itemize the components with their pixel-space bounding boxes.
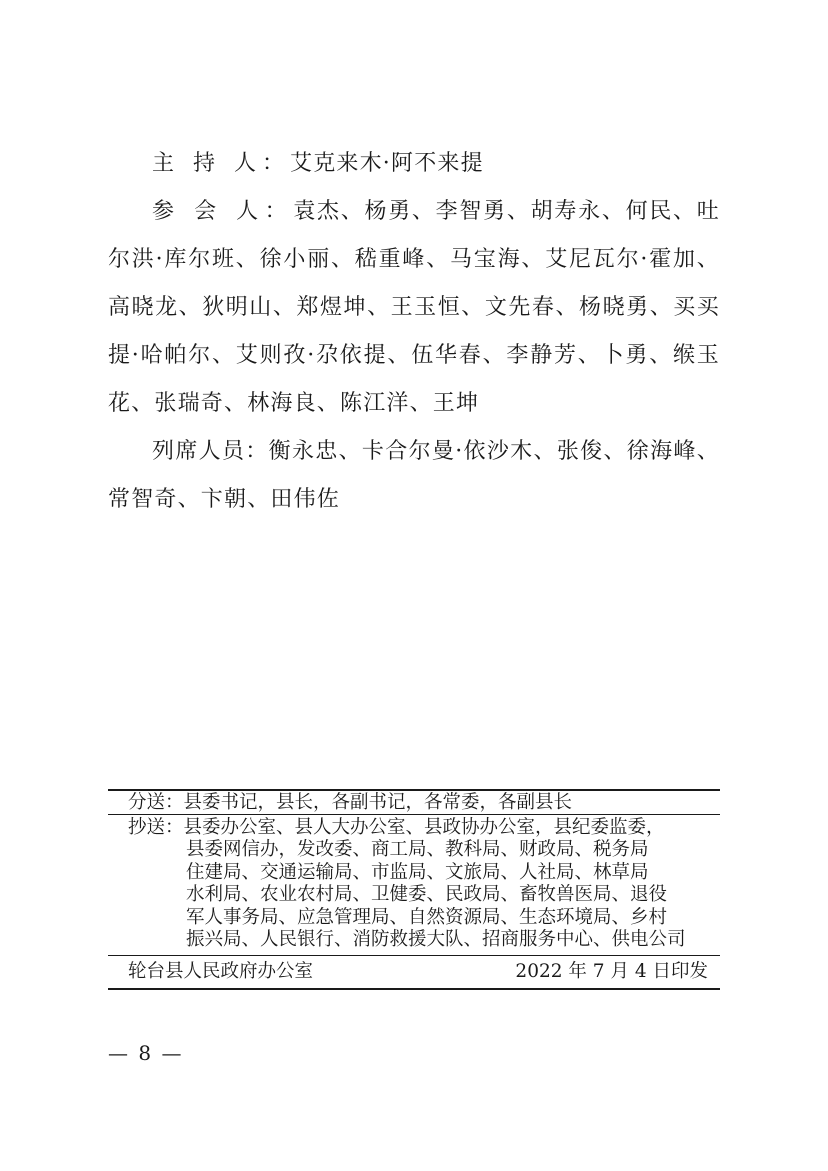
attendees-paragraph — [108, 428, 720, 524]
issuer-name: 轮台县人民政府办公室 — [128, 961, 314, 983]
participants-names: 袁杰、杨勇、李智勇、胡寿永、何民、吐尔洪·库尔班、徐小丽、嵇重峰、马宝海、艾尼瓦尔·霍加、高晓龙、狄明山、郑煜坤、王玉恒、文先春、杨晓勇、买买提·哈帕尔、艾则孜·尕依提、伍华春、李静芳、卜勇、缑玉花、张瑞奇、林海良、陈江洋、王坤 — [108, 199, 720, 416]
attendees-label: 列席人员： — [152, 439, 269, 464]
participants-label: 参 会 人： — [152, 199, 294, 224]
cc-line: 振兴局、人民银行、消防救援大队、招商服务中心、供电公司 — [186, 929, 686, 951]
cc-label: 抄送： — [128, 817, 184, 838]
cc-line — [128, 817, 720, 839]
issuer-row — [108, 956, 720, 988]
cc-line: 住建局、交通运输局、市监局、文旅局、人社局、林草局 — [186, 861, 649, 883]
send-to-text: 县委书记，县长，各副书记，各常委，各副县长 — [183, 792, 573, 813]
page-number: — 8 — — [108, 1041, 184, 1065]
issue-year-suffix: 年 — [562, 961, 593, 983]
distribution-block — [108, 789, 720, 990]
participants-paragraph — [108, 188, 720, 428]
issue-year: 2022 — [515, 961, 563, 983]
attendees-names: 衡永忠、卡合尔曼·依沙木、张俊、徐海峰、常智奇、卞朝、田伟佐 — [108, 439, 720, 512]
cc-line: 军人事务局、应急管理局、自然资源局、生态环境局、乡村 — [186, 906, 668, 928]
send-to-row — [108, 791, 720, 814]
issue-day-suffix: 日印发 — [646, 961, 708, 983]
host-label: 主 持 人： — [152, 151, 290, 176]
issue-date — [515, 960, 708, 984]
bottom-rule — [108, 988, 720, 990]
host-line — [108, 140, 720, 188]
send-to-label: 分送： — [128, 792, 184, 813]
issue-day: 4 — [634, 961, 647, 983]
issue-month: 7 — [592, 961, 605, 983]
cc-block — [108, 815, 720, 955]
issue-month-suffix: 月 — [604, 961, 635, 983]
cc-line-text: 县委办公室、县人大办公室、县政协办公室，县纪委监委， — [183, 817, 665, 838]
host-names: 艾克来木·阿不来提 — [290, 151, 484, 176]
cc-line: 水利局、农业农村局、卫健委、民政局、畜牧兽医局、退役 — [186, 884, 668, 906]
attendance-section — [108, 140, 720, 524]
cc-line: 县委网信办，发改委、商工局、教科局、财政局、税务局 — [186, 839, 649, 861]
